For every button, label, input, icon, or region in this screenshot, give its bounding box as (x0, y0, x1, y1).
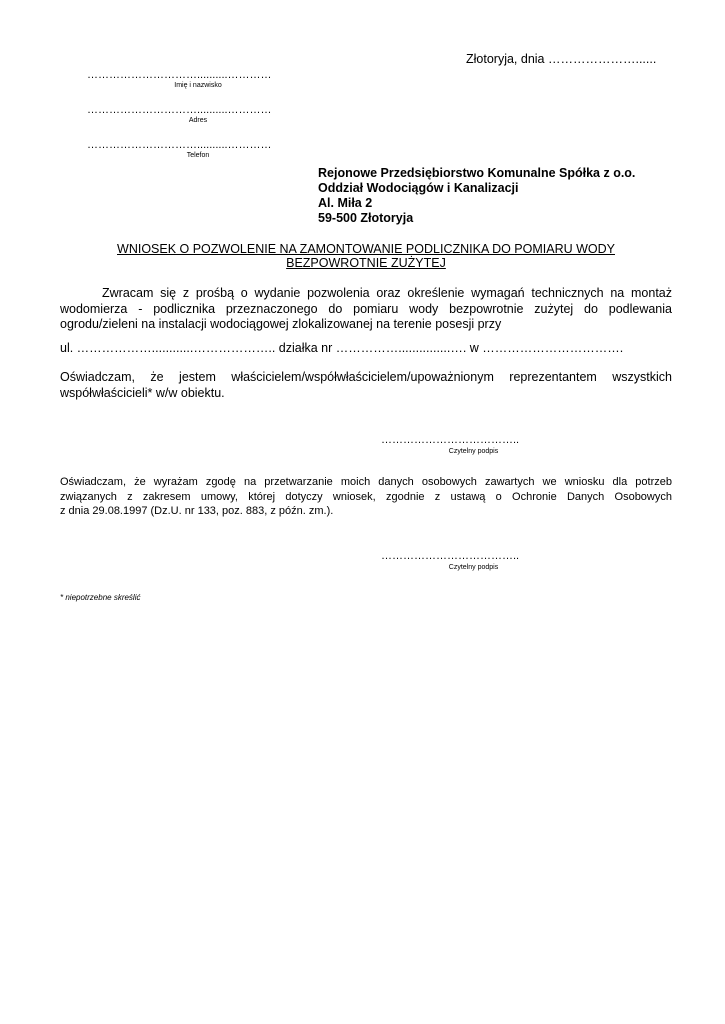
ownership-declaration (60, 370, 672, 401)
name-field-dots[interactable]: …………………………..........………… (87, 69, 272, 81)
address-field-label: Adres (188, 117, 208, 124)
consent-line-3: z dnia 29.08.1997 (Dz.U. nr 133, poz. 883, z późn. zm.). (60, 505, 334, 517)
title-line-2: BEZPOWROTNIE ZUŻYTEJ (286, 256, 446, 270)
phone-field-dots[interactable]: …………………………..........………… (87, 139, 272, 151)
recipient-line: Al. Miła 2 (318, 196, 373, 210)
address-field-dots[interactable]: …………………………..........………… (87, 104, 272, 116)
request-paragraph (60, 286, 672, 333)
signature-dots-1[interactable]: ……………………………….. (381, 434, 520, 446)
declaration-line-1: Oświadczam, że jestem właścicielem/współwłaścicielem/upoważnionym reprezentantem wszystkich (60, 370, 672, 384)
recipient-address (318, 166, 635, 226)
place-date: Złotoryja, dnia …………………...... (466, 52, 657, 66)
consent-line-1: Oświadczam, że wyrażam zgodę na przetwarzanie moich danych osobowych zawartych we wniosku dla potrzeb (60, 476, 672, 488)
signature-dots-2[interactable]: ……………………………….. (381, 550, 520, 562)
footnote: * niepotrzebne skreślić (60, 593, 141, 602)
recipient-line: 59-500 Złotoryja (318, 211, 414, 225)
data-consent-paragraph (60, 475, 672, 519)
signature-label-1: Czytelny podpis (448, 448, 499, 455)
request-line-2: wodomierza - podlicznika przeznaczonego do pomiaru wody bezpowrotnie zużytej do podlewania (60, 301, 672, 316)
street-plot-line[interactable]: ul. ………………............……………….. działka nr ……………...............…. w ……………………………. (60, 341, 624, 355)
title-line-1: WNIOSEK O POZWOLENIE NA ZAMONTOWANIE PODLICZNIKA DO POMIARU WODY (117, 242, 615, 256)
declaration-line-2: współwłaścicieli* w/w obiektu. (60, 385, 225, 400)
recipient-line: Rejonowe Przedsiębiorstwo Komunalne Spółka z o.o. (318, 166, 636, 180)
document-title (60, 242, 672, 270)
recipient-line: Oddział Wodociągów i Kanalizacji (318, 181, 519, 195)
request-line-3: ogrodu/zieleni na instalacji wodociągowej zlokalizowanej na terenie posesji przy (60, 317, 502, 331)
phone-field-label: Telefon (186, 152, 210, 159)
name-field-label: Imię i nazwisko (174, 82, 222, 89)
request-line-1: Zwracam się z prośbą o wydanie pozwolenia oraz określenie wymagań technicznych na montaż (102, 286, 672, 300)
consent-line-2: związanych z zakresem umowy, której dotyczy wniosek, zgodnie z ustawą o Ochronie Danych Osobowych (60, 490, 672, 503)
signature-label-2: Czytelny podpis (448, 564, 499, 571)
